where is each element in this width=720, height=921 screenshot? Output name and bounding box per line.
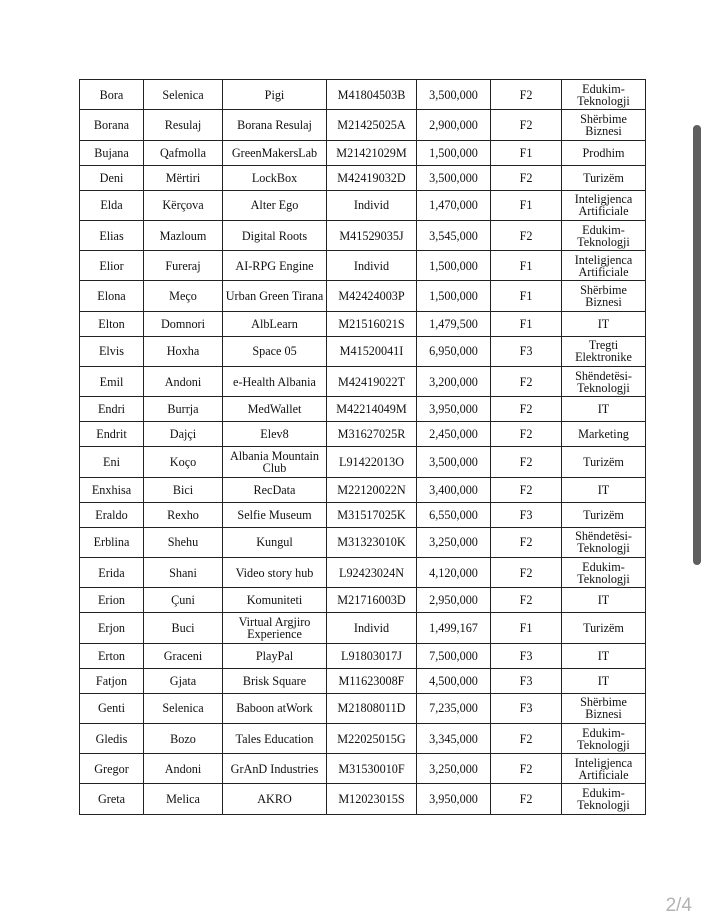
sector-cell: Tregti Elektronike <box>562 336 646 366</box>
first-name-cell: Erida <box>80 557 144 587</box>
phase-cell: F3 <box>491 668 562 693</box>
phase-cell: F2 <box>491 754 562 784</box>
sector-cell: Prodhim <box>562 140 646 165</box>
first-name-cell: Eni <box>80 447 144 477</box>
amount-cell: 7,235,000 <box>417 693 491 723</box>
nipt-cell: M22120022N <box>327 477 417 502</box>
sector-cell: Marketing <box>562 422 646 447</box>
last-name-cell: Mazloum <box>144 220 223 250</box>
table-row <box>80 477 646 502</box>
table-row <box>80 110 646 140</box>
last-name-cell: Melica <box>144 784 223 814</box>
last-name-cell: Fureraj <box>144 251 223 281</box>
first-name-cell: Gledis <box>80 723 144 753</box>
project-name-cell: Borana Resulaj <box>223 110 327 140</box>
nipt-cell: M21516021S <box>327 311 417 336</box>
project-name-cell: MedWallet <box>223 397 327 422</box>
nipt-cell: M31627025R <box>327 422 417 447</box>
amount-cell: 3,345,000 <box>417 723 491 753</box>
amount-cell: 1,500,000 <box>417 281 491 311</box>
phase-cell: F2 <box>491 557 562 587</box>
nipt-cell: M42419022T <box>327 367 417 397</box>
phase-cell: F1 <box>491 281 562 311</box>
last-name-cell: Rexho <box>144 502 223 527</box>
last-name-cell: Meço <box>144 281 223 311</box>
first-name-cell: Genti <box>80 693 144 723</box>
nipt-cell: M42419032D <box>327 165 417 190</box>
amount-cell: 1,500,000 <box>417 251 491 281</box>
amount-cell: 6,950,000 <box>417 336 491 366</box>
nipt-cell: M11623008F <box>327 668 417 693</box>
amount-cell: 3,950,000 <box>417 784 491 814</box>
sector-cell: Turizëm <box>562 447 646 477</box>
phase-cell: F2 <box>491 220 562 250</box>
amount-cell: 3,500,000 <box>417 80 491 110</box>
table-row <box>80 80 646 110</box>
sector-cell: Shërbime Biznesi <box>562 281 646 311</box>
project-name-cell: Video story hub <box>223 557 327 587</box>
amount-cell: 2,900,000 <box>417 110 491 140</box>
phase-cell: F2 <box>491 397 562 422</box>
project-name-cell: Pigi <box>223 80 327 110</box>
sector-cell: Turizëm <box>562 502 646 527</box>
nipt-cell: Individ <box>327 613 417 643</box>
sector-cell: IT <box>562 588 646 613</box>
last-name-cell: Bici <box>144 477 223 502</box>
project-name-cell: Kungul <box>223 527 327 557</box>
table-row <box>80 367 646 397</box>
sector-cell: IT <box>562 668 646 693</box>
project-name-cell: Urban Green Tirana <box>223 281 327 311</box>
amount-cell: 1,499,167 <box>417 613 491 643</box>
amount-cell: 2,450,000 <box>417 422 491 447</box>
last-name-cell: Burrja <box>144 397 223 422</box>
table-row <box>80 447 646 477</box>
table-row <box>80 643 646 668</box>
phase-cell: F1 <box>491 140 562 165</box>
table-body <box>80 80 646 815</box>
phase-cell: F2 <box>491 477 562 502</box>
sector-cell: Edukim-Teknologji <box>562 220 646 250</box>
first-name-cell: Endri <box>80 397 144 422</box>
sector-cell: Turizëm <box>562 613 646 643</box>
last-name-cell: Shehu <box>144 527 223 557</box>
nipt-cell: M12023015S <box>327 784 417 814</box>
amount-cell: 4,500,000 <box>417 668 491 693</box>
last-name-cell: Gjata <box>144 668 223 693</box>
project-name-cell: GrAnD Industries <box>223 754 327 784</box>
nipt-cell: Individ <box>327 251 417 281</box>
phase-cell: F2 <box>491 447 562 477</box>
table-row <box>80 397 646 422</box>
scrollbar-thumb[interactable] <box>693 125 701 565</box>
first-name-cell: Greta <box>80 784 144 814</box>
sector-cell: IT <box>562 643 646 668</box>
phase-cell: F2 <box>491 422 562 447</box>
first-name-cell: Endrit <box>80 422 144 447</box>
nipt-cell: M21716003D <box>327 588 417 613</box>
table-row <box>80 668 646 693</box>
table-row <box>80 784 646 814</box>
table-row <box>80 140 646 165</box>
phase-cell: F2 <box>491 367 562 397</box>
amount-cell: 3,950,000 <box>417 397 491 422</box>
nipt-cell: M31530010F <box>327 754 417 784</box>
sector-cell: Inteligjenca Artificiale <box>562 251 646 281</box>
nipt-cell: M41529035J <box>327 220 417 250</box>
sector-cell: Shëndetësi-Teknologji <box>562 527 646 557</box>
phase-cell: F2 <box>491 784 562 814</box>
last-name-cell: Shani <box>144 557 223 587</box>
first-name-cell: Erton <box>80 643 144 668</box>
nipt-cell: L91422013O <box>327 447 417 477</box>
project-name-cell: AI-RPG Engine <box>223 251 327 281</box>
amount-cell: 6,550,000 <box>417 502 491 527</box>
project-name-cell: Baboon atWork <box>223 693 327 723</box>
last-name-cell: Hoxha <box>144 336 223 366</box>
table-row <box>80 502 646 527</box>
project-name-cell: Elev8 <box>223 422 327 447</box>
project-name-cell: Albania Mountain Club <box>223 447 327 477</box>
sector-cell: Shërbime Biznesi <box>562 110 646 140</box>
first-name-cell: Borana <box>80 110 144 140</box>
phase-cell: F1 <box>491 251 562 281</box>
amount-cell: 3,250,000 <box>417 754 491 784</box>
first-name-cell: Elior <box>80 251 144 281</box>
table-row <box>80 527 646 557</box>
nipt-cell: M31323010K <box>327 527 417 557</box>
amount-cell: 4,120,000 <box>417 557 491 587</box>
project-name-cell: Tales Education <box>223 723 327 753</box>
last-name-cell: Domnori <box>144 311 223 336</box>
sector-cell: Shërbime Biznesi <box>562 693 646 723</box>
first-name-cell: Bora <box>80 80 144 110</box>
nipt-cell: M21421029M <box>327 140 417 165</box>
applicants-table <box>79 79 646 815</box>
first-name-cell: Elda <box>80 190 144 220</box>
sector-cell: Inteligjenca Artificiale <box>562 754 646 784</box>
first-name-cell: Eraldo <box>80 502 144 527</box>
page-indicator: 2/4 <box>665 895 692 916</box>
phase-cell: F2 <box>491 80 562 110</box>
sector-cell: Shëndetësi-Teknologji <box>562 367 646 397</box>
sector-cell: IT <box>562 311 646 336</box>
project-name-cell: Space 05 <box>223 336 327 366</box>
last-name-cell: Buci <box>144 613 223 643</box>
project-name-cell: Brisk Square <box>223 668 327 693</box>
amount-cell: 1,479,500 <box>417 311 491 336</box>
phase-cell: F2 <box>491 110 562 140</box>
first-name-cell: Erjon <box>80 613 144 643</box>
last-name-cell: Bozo <box>144 723 223 753</box>
nipt-cell: M21808011D <box>327 693 417 723</box>
sector-cell: Turizëm <box>562 165 646 190</box>
project-name-cell: AlbLearn <box>223 311 327 336</box>
table-row <box>80 557 646 587</box>
first-name-cell: Erion <box>80 588 144 613</box>
amount-cell: 3,500,000 <box>417 165 491 190</box>
nipt-cell: M31517025K <box>327 502 417 527</box>
amount-cell: 1,470,000 <box>417 190 491 220</box>
phase-cell: F1 <box>491 190 562 220</box>
project-name-cell: e-Health Albania <box>223 367 327 397</box>
phase-cell: F2 <box>491 165 562 190</box>
phase-cell: F2 <box>491 723 562 753</box>
nipt-cell: M42214049M <box>327 397 417 422</box>
amount-cell: 1,500,000 <box>417 140 491 165</box>
amount-cell: 3,200,000 <box>417 367 491 397</box>
last-name-cell: Andoni <box>144 367 223 397</box>
first-name-cell: Bujana <box>80 140 144 165</box>
nipt-cell: Individ <box>327 190 417 220</box>
table-row <box>80 311 646 336</box>
last-name-cell: Koço <box>144 447 223 477</box>
phase-cell: F2 <box>491 527 562 557</box>
table-row <box>80 613 646 643</box>
project-name-cell: Komuniteti <box>223 588 327 613</box>
phase-cell: F3 <box>491 643 562 668</box>
nipt-cell: L91803017J <box>327 643 417 668</box>
phase-cell: F3 <box>491 693 562 723</box>
first-name-cell: Elona <box>80 281 144 311</box>
sector-cell: Inteligjenca Artificiale <box>562 190 646 220</box>
last-name-cell: Selenica <box>144 693 223 723</box>
table-row <box>80 251 646 281</box>
project-name-cell: PlayPal <box>223 643 327 668</box>
project-name-cell: GreenMakersLab <box>223 140 327 165</box>
sector-cell: Edukim-Teknologji <box>562 723 646 753</box>
phase-cell: F3 <box>491 336 562 366</box>
last-name-cell: Qafmolla <box>144 140 223 165</box>
table-row <box>80 723 646 753</box>
last-name-cell: Resulaj <box>144 110 223 140</box>
table-row <box>80 165 646 190</box>
first-name-cell: Erblina <box>80 527 144 557</box>
project-name-cell: Virtual Argjiro Experience <box>223 613 327 643</box>
sector-cell: IT <box>562 477 646 502</box>
last-name-cell: Mërtiri <box>144 165 223 190</box>
project-name-cell: Selfie Museum <box>223 502 327 527</box>
amount-cell: 3,250,000 <box>417 527 491 557</box>
table-row <box>80 336 646 366</box>
first-name-cell: Gregor <box>80 754 144 784</box>
phase-cell: F1 <box>491 311 562 336</box>
nipt-cell: M21425025A <box>327 110 417 140</box>
project-name-cell: Digital Roots <box>223 220 327 250</box>
amount-cell: 3,545,000 <box>417 220 491 250</box>
sector-cell: Edukim-Teknologji <box>562 80 646 110</box>
first-name-cell: Enxhisa <box>80 477 144 502</box>
amount-cell: 2,950,000 <box>417 588 491 613</box>
last-name-cell: Selenica <box>144 80 223 110</box>
nipt-cell: M42424003P <box>327 281 417 311</box>
phase-cell: F1 <box>491 613 562 643</box>
first-name-cell: Elton <box>80 311 144 336</box>
nipt-cell: L92423024N <box>327 557 417 587</box>
project-name-cell: LockBox <box>223 165 327 190</box>
first-name-cell: Elvis <box>80 336 144 366</box>
project-name-cell: Alter Ego <box>223 190 327 220</box>
phase-cell: F2 <box>491 588 562 613</box>
sector-cell: Edukim-Teknologji <box>562 557 646 587</box>
amount-cell: 3,400,000 <box>417 477 491 502</box>
last-name-cell: Graceni <box>144 643 223 668</box>
table-row <box>80 281 646 311</box>
phase-cell: F3 <box>491 502 562 527</box>
last-name-cell: Dajçi <box>144 422 223 447</box>
amount-cell: 3,500,000 <box>417 447 491 477</box>
sector-cell: Edukim-Teknologji <box>562 784 646 814</box>
nipt-cell: M41520041I <box>327 336 417 366</box>
last-name-cell: Çuni <box>144 588 223 613</box>
first-name-cell: Elias <box>80 220 144 250</box>
table-row <box>80 588 646 613</box>
last-name-cell: Andoni <box>144 754 223 784</box>
table-row <box>80 190 646 220</box>
first-name-cell: Fatjon <box>80 668 144 693</box>
project-name-cell: AKRO <box>223 784 327 814</box>
table-row <box>80 693 646 723</box>
project-name-cell: RecData <box>223 477 327 502</box>
table-row <box>80 422 646 447</box>
nipt-cell: M22025015G <box>327 723 417 753</box>
nipt-cell: M41804503B <box>327 80 417 110</box>
table-row <box>80 220 646 250</box>
sector-cell: IT <box>562 397 646 422</box>
table-row <box>80 754 646 784</box>
first-name-cell: Emil <box>80 367 144 397</box>
first-name-cell: Deni <box>80 165 144 190</box>
amount-cell: 7,500,000 <box>417 643 491 668</box>
last-name-cell: Kërçova <box>144 190 223 220</box>
